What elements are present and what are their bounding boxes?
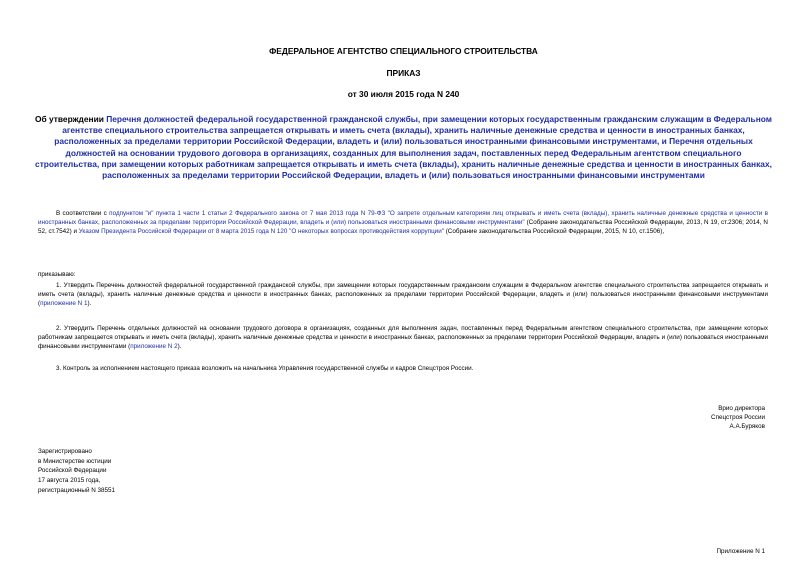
item-2-text: 2. Утвердить Перечень отдельных должностей на основании трудового договора в организациях, созданных для выполнения задач, поставленных перед Федеральным агентством специального строительства, при замещении которых работникам запрещается открывать и иметь счета (вклады), хранить наличные денежные средства и ценности в иностранных банках, расположенных за пределами территории Российской Федерации, владеть и (или) пользоваться иностранными финансовыми инструментами ( [38,325,768,351]
signature-organization: Спецстроя России [711,414,765,422]
preamble [38,209,768,237]
document-title [34,114,773,181]
appendix-2-link[interactable]: приложение N 2 [130,343,178,351]
order-item-2 [38,324,768,352]
title-link[interactable]: Перечня должностей федеральной государственной гражданской службы, при замещении которых государственным гражданским служащим в Федеральном агентстве специального строительства запрещается открывать и иметь счета (вклады), хранить наличные денежные средства и ценности в иностранных банках, расположенных за пределами территории Российской Федерации, владеть и (или) пользоваться иностранными финансовыми инструментами, и Перечня отдельных должностей на основании трудового договора в организациях, созданных для выполнения задач, поставленных перед Федеральным агентством специального строительства, при замещении которых работникам запрещается открывать и иметь счета (вклады), хранить наличные денежные средства и ценности в иностранных банках, расположенных за пределами территории Российской Федерации, владеть и (или) пользоваться иностранными финансовыми инструментами [35,114,772,181]
order-item-3 [38,364,768,373]
signature-position: Врио директора [718,405,765,412]
federal-law-link[interactable]: подпунктом "и" пункта 1 части 1 статьи 2 Федерального закона от 7 мая 2013 года N 79-ФЗ "О запрете отдельным категориям лиц открывать и иметь счета (вклады), хранить наличные денежные средства и ценности в иностранных банках, расположенных за пределами территории Российской Федерации, владеть и (или) пользоваться иностранными финансовыми инструментами" [38,210,769,227]
preamble-text-1: В соответствии с [56,210,110,217]
preamble-text-3: (Собрание законодательства Российской Федерации, 2015, N 10, ст.1506), [443,228,665,236]
appendix-1-link[interactable]: приложение N 1 [40,300,88,308]
registration-block [38,447,115,496]
registration-line-4: 17 августа 2015 года, [38,477,101,485]
item-2-end: ). [177,343,182,351]
title-prefix: Об утверждении [35,114,107,124]
agency-name: ФЕДЕРАЛЬНОЕ АГЕНТСТВО СПЕЦИАЛЬНОГО СТРОИТЕЛЬСТВА [269,46,538,56]
signature-block [711,404,765,432]
appendix-label: Приложение N 1 [716,548,765,555]
document-date-number: от 30 июля 2015 года N 240 [347,89,460,99]
signature-name: А.А.Буряков [729,423,765,431]
document-type: ПРИКАЗ [386,68,421,78]
order-item-1 [38,281,768,309]
item-1-end: ). [87,300,92,308]
order-word: приказываю: [38,271,76,278]
preamble-text-2: (Собрание законодательства Российской Федерации, 2013, N 19, ст.2306; 2014, N 52, ст.7542) и [38,219,768,236]
item-1-text: 1. Утвердить Перечень должностей федеральной государственной гражданской службы, при замещении которых государственным гражданским служащим в Федеральном агентстве специального строительства запрещается открывать и иметь счета (вклады), хранить наличные денежные средства и ценности в иностранных банках, расположенных за пределами территории Российской Федерации, владеть и (или) пользоваться иностранными финансовыми инструментами ( [38,282,768,308]
registration-line-1: Зарегистрировано [38,448,92,455]
item-3-text: 3. Контроль за исполнением настоящего приказа возложить на начальника Управления государственной службы и кадров Спецстроя России. [56,365,474,372]
registration-line-5: регистрационный N 38551 [38,486,116,494]
registration-line-2: в Министерстве юстиции [38,457,112,465]
presidential-decree-link[interactable]: Указом Президента Российской Федерации от 8 марта 2015 года N 120 "О некоторых вопросах противодействия коррупции" [78,228,444,236]
registration-line-3: Российской Федерации [38,467,107,475]
